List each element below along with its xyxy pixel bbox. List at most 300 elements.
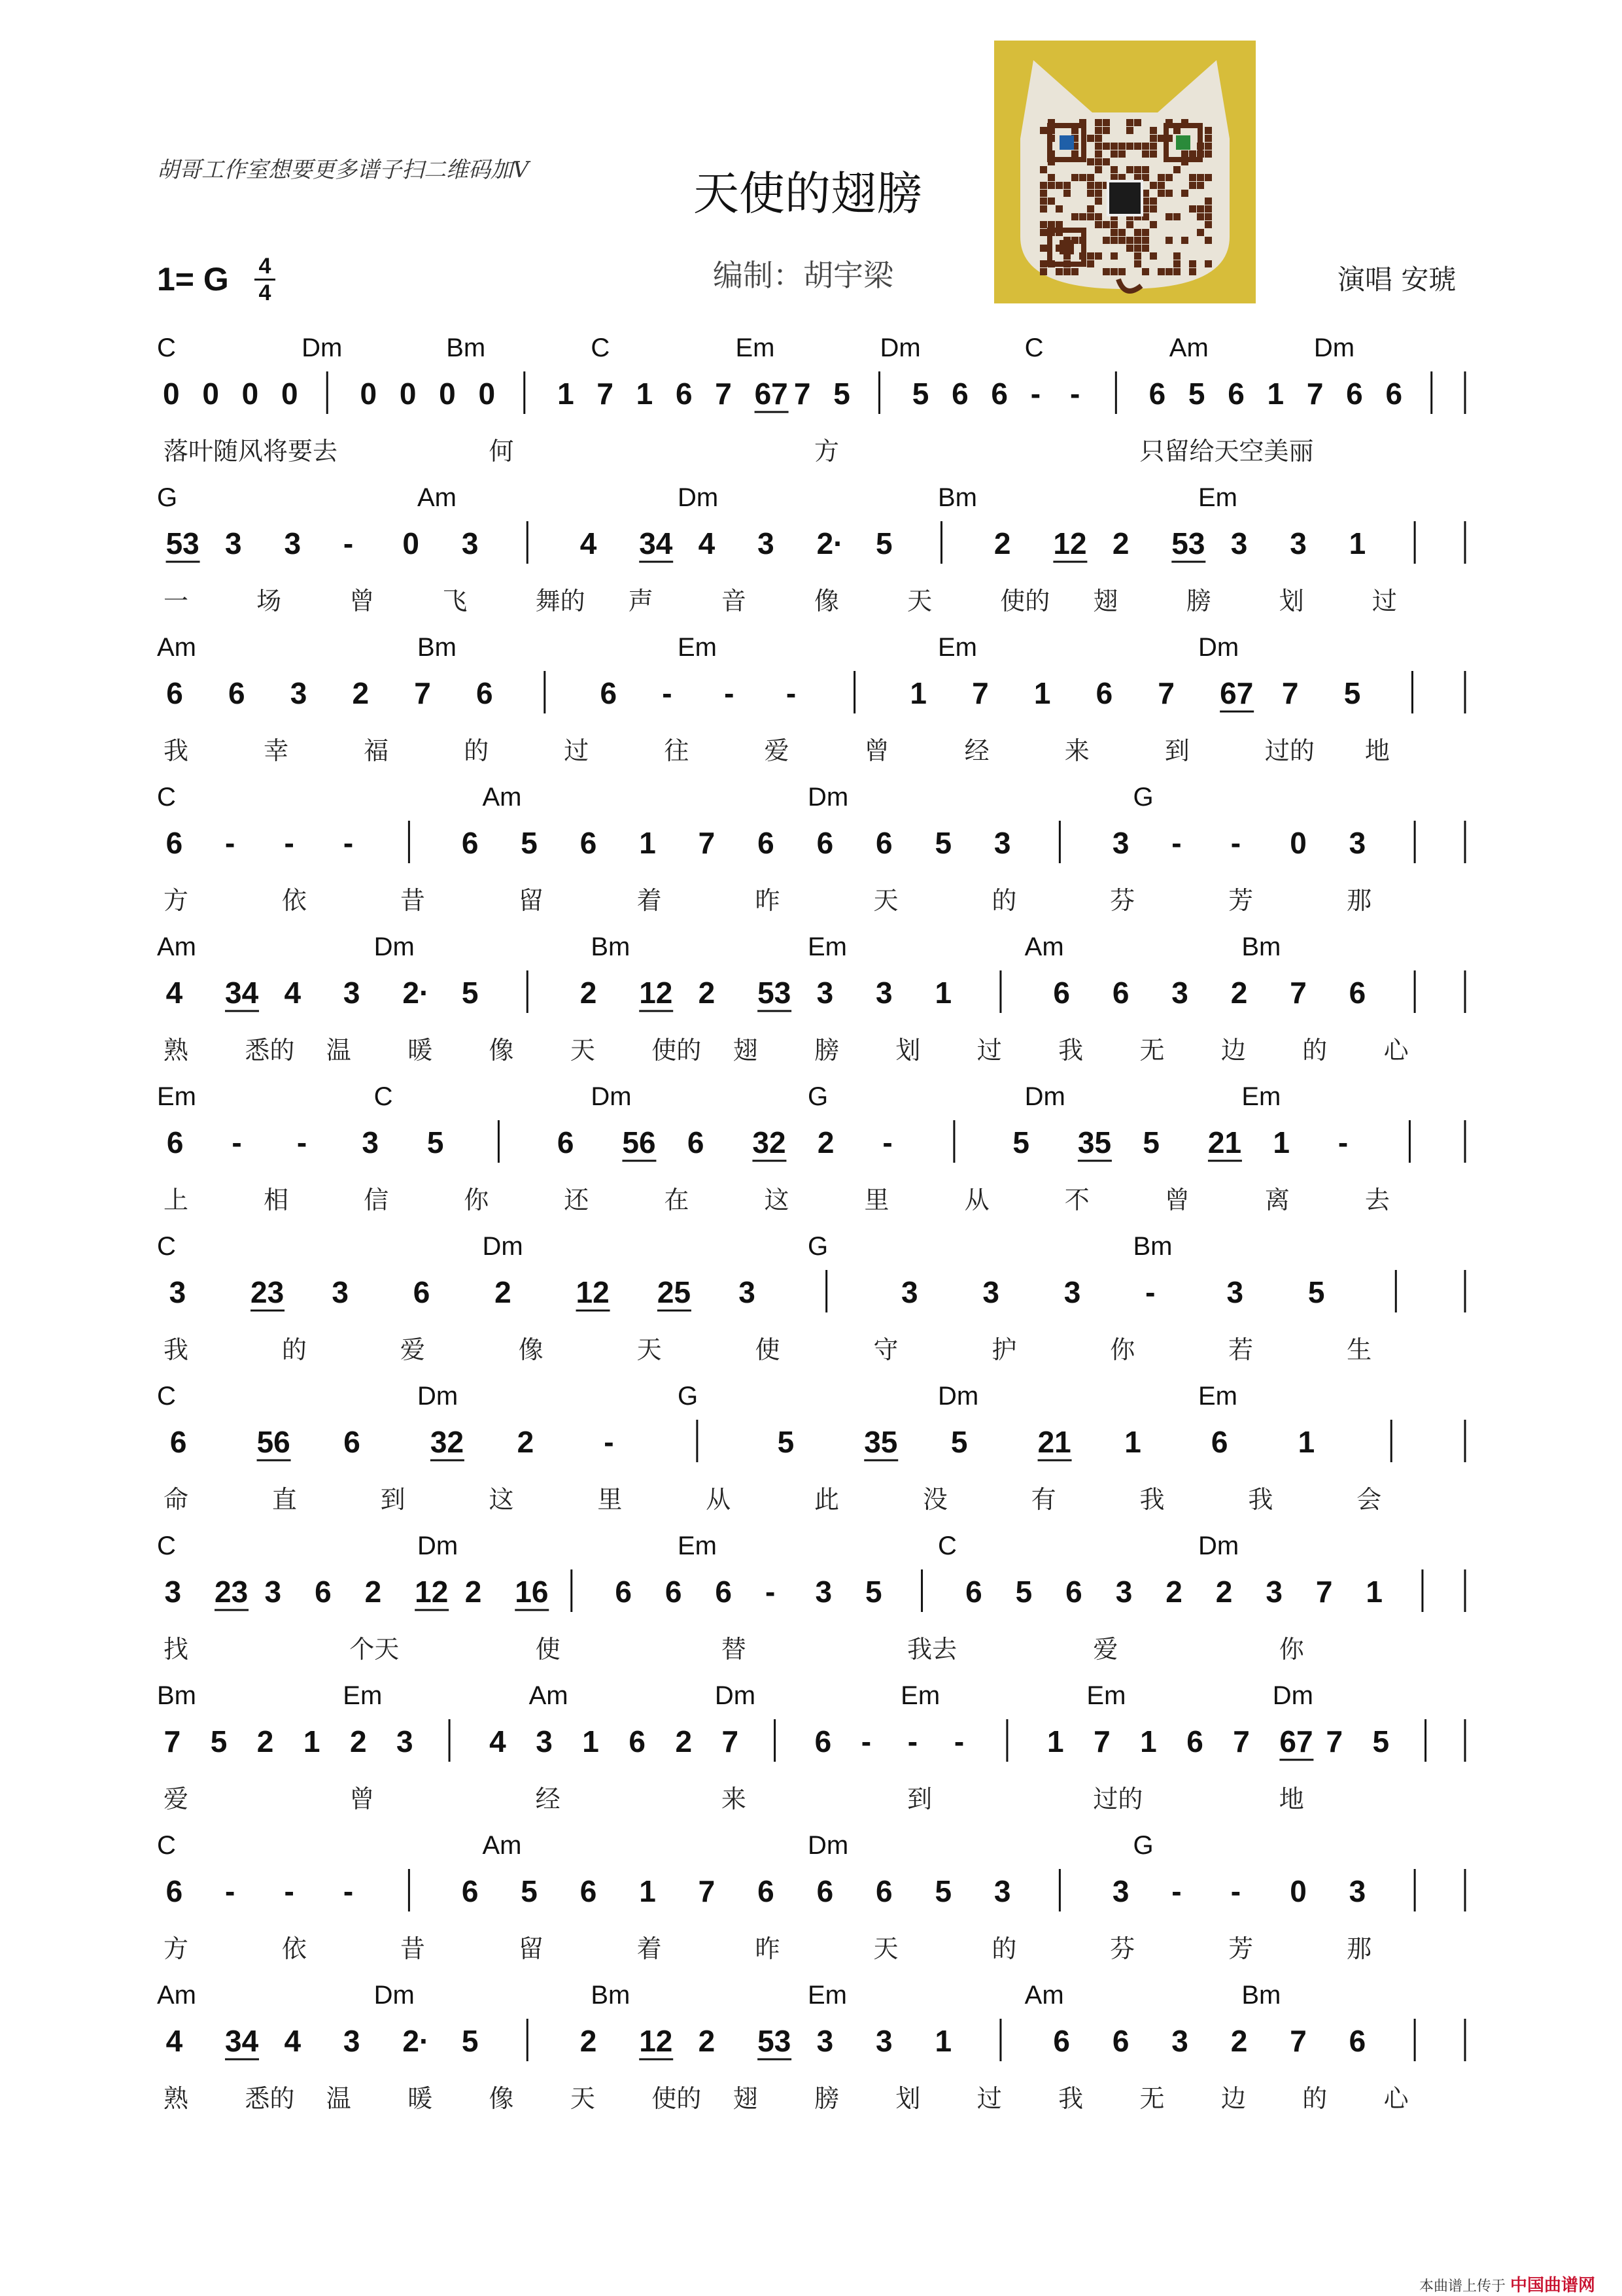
note: - <box>882 1125 893 1159</box>
note: 6 <box>816 826 834 860</box>
lyric: 落叶随风将要去 <box>164 437 338 466</box>
note: 6 <box>1349 976 1366 1010</box>
note: 1 <box>639 1874 656 1908</box>
note: - <box>1230 826 1241 860</box>
chord-symbol: Am <box>1024 1981 1064 2010</box>
note: 5 <box>833 377 850 411</box>
lyric: 依 <box>281 1934 307 1963</box>
note: 6 <box>1065 1575 1082 1609</box>
note: 53 <box>757 976 791 1010</box>
chord-symbol: Em <box>1198 1382 1237 1411</box>
note: 0 <box>202 377 219 411</box>
note: 3 <box>1112 1874 1130 1908</box>
note: 3 <box>993 1874 1011 1908</box>
chord-symbol: Em <box>808 933 847 961</box>
chord-symbol: Bm <box>1241 1981 1281 2010</box>
note: 6 <box>664 1575 682 1609</box>
note: 6 <box>687 1125 704 1159</box>
lyric: 替 <box>721 1635 746 1664</box>
lyric: 芳 <box>1228 886 1254 915</box>
note: - <box>232 1125 242 1159</box>
note: 32 <box>752 1125 786 1159</box>
lyric: 昔 <box>400 1934 425 1963</box>
note: 2 <box>579 2024 597 2058</box>
note: 6 <box>965 1575 982 1609</box>
lyric: 着 <box>636 886 662 915</box>
lyric: 温 <box>326 1036 351 1065</box>
chord-symbol: C <box>938 1532 957 1560</box>
note: 6 <box>476 676 493 710</box>
lyric: 来 <box>721 1785 746 1813</box>
chord-symbol: Em <box>1241 1082 1281 1111</box>
note: 6 <box>629 1724 646 1758</box>
lyric: 这 <box>764 1186 789 1214</box>
note: 7 <box>793 377 811 411</box>
chord-symbol: Am <box>157 933 196 961</box>
note: 6 <box>165 826 183 860</box>
note: - <box>1171 1874 1182 1908</box>
lyric: 只留给天空美丽 <box>1139 437 1314 466</box>
lyric: 我 <box>1058 1036 1084 1065</box>
lyric: 这 <box>489 1485 514 1514</box>
lyric: 暖 <box>407 1036 433 1065</box>
note: 5 <box>461 2024 479 2058</box>
chord-symbol: Dm <box>938 1382 979 1411</box>
lyric: 地 <box>1279 1785 1304 1813</box>
lyric: 我 <box>1058 2084 1084 2113</box>
note: 6 <box>991 377 1009 411</box>
lyric: 心 <box>1383 2084 1409 2113</box>
lyric: 的 <box>464 736 489 765</box>
lyric: 爱 <box>400 1335 425 1364</box>
lyric: 守 <box>873 1335 899 1364</box>
chord-symbol: G <box>1133 1831 1154 1860</box>
chord-symbol: Em <box>1198 483 1237 512</box>
note: 0 <box>163 377 180 411</box>
note: 1 <box>1366 1575 1383 1609</box>
lyric: 场 <box>256 587 282 615</box>
note: 56 <box>622 1125 656 1159</box>
note: 6 <box>876 1874 893 1908</box>
note: 1 <box>935 976 952 1010</box>
chord-symbol: Dm <box>808 783 849 812</box>
note: 2· <box>402 2024 430 2058</box>
note: 3 <box>738 1275 755 1309</box>
note: 7 <box>1281 676 1299 710</box>
chord-symbol: Dm <box>302 334 343 362</box>
chord-symbol: Em <box>901 1681 940 1710</box>
lyric: 依 <box>281 886 307 915</box>
lyric: 曾 <box>349 1785 375 1813</box>
note: 0 <box>360 377 377 411</box>
studio-note: 胡哥工作室想要更多谱子扫二维码加V <box>157 157 529 183</box>
lyric: 过 <box>976 2084 1002 2113</box>
note: - <box>1145 1275 1156 1309</box>
note: 7 <box>596 377 613 411</box>
note: 3 <box>164 1575 182 1609</box>
note: 2 <box>1230 976 1248 1010</box>
lyric: 舞的 <box>535 587 585 615</box>
note: 4 <box>284 2024 302 2058</box>
note: 5 <box>1307 1275 1325 1309</box>
note: 5 <box>935 1874 952 1908</box>
note: 6 <box>757 826 774 860</box>
lyric: 往 <box>664 736 689 765</box>
lyric: 到 <box>380 1485 406 1514</box>
note: 3 <box>757 526 774 560</box>
note: 23 <box>215 1575 249 1609</box>
note: 3 <box>1266 1575 1283 1609</box>
lyric: 我 <box>164 736 189 765</box>
chord-symbol: Dm <box>714 1681 756 1710</box>
note: 1 <box>582 1724 599 1758</box>
note: - <box>1030 377 1041 411</box>
lyric: 我去 <box>907 1635 958 1664</box>
lyric: 命 <box>164 1485 189 1514</box>
chord-symbol: Bm <box>1133 1232 1173 1261</box>
note: 21 <box>1037 1425 1071 1459</box>
note: 12 <box>576 1275 610 1309</box>
note: 3 <box>284 526 302 560</box>
song-title: 天使的翅膀 <box>693 167 922 220</box>
note: 6 <box>715 1575 732 1609</box>
chord-symbol: C <box>157 1232 176 1261</box>
note: 3 <box>396 1724 413 1758</box>
note: 5 <box>210 1724 228 1758</box>
note: 53 <box>165 526 199 560</box>
lyric: 方 <box>164 1934 189 1963</box>
lyric: 曾 <box>1164 1186 1190 1214</box>
note: 4 <box>165 976 183 1010</box>
note: 34 <box>225 2024 259 2058</box>
chord-symbol: Dm <box>1024 1082 1065 1111</box>
lyric: 的 <box>281 1335 307 1364</box>
note: 3 <box>982 1275 999 1309</box>
lyric: 使 <box>535 1635 561 1664</box>
lyric: 里 <box>597 1485 623 1514</box>
lyric: 天 <box>907 587 933 615</box>
note: 5 <box>777 1425 795 1459</box>
note: - <box>765 1575 776 1609</box>
note: 1 <box>1273 1125 1290 1159</box>
note: 2· <box>402 976 430 1010</box>
chord-symbol: Dm <box>417 1532 458 1560</box>
lyric: 天 <box>636 1335 662 1364</box>
note: - <box>343 526 354 560</box>
lyric: 一 <box>164 587 189 615</box>
lyric: 没 <box>922 1485 948 1514</box>
chord-symbol: Em <box>678 1532 717 1560</box>
note: 56 <box>256 1425 290 1459</box>
note: 4 <box>489 1724 506 1758</box>
note: 3 <box>1063 1275 1081 1309</box>
lyric: 像 <box>814 587 840 615</box>
lyric: 到 <box>907 1785 933 1813</box>
note: 2 <box>675 1724 693 1758</box>
lyric: 爱 <box>764 736 789 765</box>
note: 3 <box>1226 1275 1244 1309</box>
note: 3 <box>901 1275 918 1309</box>
note: 7 <box>164 1724 181 1758</box>
chord-symbol: C <box>591 334 610 362</box>
lyric: 会 <box>1356 1485 1382 1514</box>
note: 6 <box>1385 377 1403 411</box>
note: 7 <box>721 1724 739 1758</box>
note: 67 <box>1279 1724 1313 1758</box>
key-signature: 1= G <box>157 261 229 298</box>
note: 1 <box>1298 1425 1315 1459</box>
note: - <box>954 1724 965 1758</box>
lyric: 经 <box>964 736 990 765</box>
chord-symbol: Am <box>482 1831 522 1860</box>
note: - <box>1070 377 1080 411</box>
lyric: 有 <box>1031 1485 1056 1514</box>
lyric: 像 <box>518 1335 544 1364</box>
note: - <box>604 1425 614 1459</box>
note: - <box>284 1874 294 1908</box>
note: 2 <box>494 1275 511 1309</box>
note: 7 <box>1290 976 1307 1010</box>
lyric: 芬 <box>1110 1934 1135 1963</box>
note: 6 <box>1211 1425 1228 1459</box>
lyric: 昨 <box>755 886 780 915</box>
lyric: 过的 <box>1264 736 1315 765</box>
chord-symbol: G <box>678 1382 699 1411</box>
note: 3 <box>993 826 1011 860</box>
note: 35 <box>1077 1125 1112 1159</box>
note: 6 <box>675 377 693 411</box>
lyric: 我 <box>1248 1485 1273 1514</box>
lyric: 从 <box>706 1485 731 1514</box>
lyric: 划 <box>895 1036 921 1065</box>
note: 6 <box>600 676 617 710</box>
lyric: 划 <box>895 2084 921 2113</box>
note: 6 <box>169 1425 187 1459</box>
lyric: 方 <box>814 437 840 466</box>
lyric: 爱 <box>164 1785 189 1813</box>
lyric: 相 <box>264 1186 289 1214</box>
note: 5 <box>426 1125 444 1159</box>
lyric: 还 <box>564 1186 589 1214</box>
lyric: 那 <box>1347 886 1372 915</box>
note: 2 <box>579 976 597 1010</box>
note: 7 <box>698 1874 716 1908</box>
note: 12 <box>639 976 673 1010</box>
chord-symbol: C <box>157 334 176 362</box>
note: 3 <box>1349 826 1366 860</box>
note: 1 <box>557 377 574 411</box>
note: 0 <box>1290 826 1307 860</box>
note: - <box>785 676 797 710</box>
lyric: 何 <box>489 437 514 466</box>
note: 3 <box>290 676 307 710</box>
lyric: 到 <box>1164 736 1190 765</box>
note: 3 <box>169 1275 186 1309</box>
note: 0 <box>478 377 496 411</box>
note: 3 <box>876 976 893 1010</box>
note: 2 <box>817 1125 835 1159</box>
note: 4 <box>698 526 716 560</box>
note: 7 <box>414 676 431 710</box>
note: 6 <box>228 676 245 710</box>
note: 25 <box>657 1275 691 1309</box>
note: 6 <box>757 1874 774 1908</box>
lyric: 熟 <box>164 2084 189 2113</box>
note: 5 <box>1343 676 1361 710</box>
note: 0 <box>439 377 456 411</box>
note: 3 <box>343 2024 360 2058</box>
chord-symbol: C <box>157 1382 176 1411</box>
lyric: 音 <box>721 587 746 615</box>
chord-symbol: Dm <box>482 1232 523 1261</box>
lyric: 爱 <box>1093 1635 1118 1664</box>
lyric: 膀 <box>814 1036 840 1065</box>
note: 3 <box>1112 826 1130 860</box>
note: - <box>343 826 354 860</box>
note: 6 <box>166 676 183 710</box>
note: 0 <box>241 377 259 411</box>
chord-symbol: Bm <box>446 334 486 362</box>
lyric: 划 <box>1279 587 1304 615</box>
note: 3 <box>1230 526 1248 560</box>
note: 7 <box>1326 1724 1343 1758</box>
note: - <box>284 826 294 860</box>
note: 2 <box>1165 1575 1182 1609</box>
chord-symbol: G <box>808 1232 829 1261</box>
note: 6 <box>1346 377 1363 411</box>
lyric: 地 <box>1364 736 1390 765</box>
footer-prefix: 本曲谱上传于 <box>1419 2278 1506 2295</box>
lyric: 边 <box>1220 2084 1246 2113</box>
note: 6 <box>461 826 479 860</box>
note: 2 <box>1215 1575 1233 1609</box>
note: 5 <box>461 976 479 1010</box>
lyric: 天 <box>873 1934 899 1963</box>
lyric: 飞 <box>442 587 468 615</box>
chord-symbol: Dm <box>373 933 415 961</box>
note: 7 <box>698 826 716 860</box>
lyric: 经 <box>535 1785 561 1813</box>
lyric: 幸 <box>264 736 289 765</box>
lyric: 芳 <box>1228 1934 1254 1963</box>
chord-symbol: Dm <box>417 1382 458 1411</box>
chord-symbol: Bm <box>1241 933 1281 961</box>
lyric: 在 <box>664 1186 689 1214</box>
note: 3 <box>362 1125 379 1159</box>
lyric: 声 <box>628 587 653 615</box>
note: 7 <box>1290 2024 1307 2058</box>
chord-symbol: Am <box>157 1981 196 2010</box>
chord-symbol: C <box>157 783 176 812</box>
lyric: 芬 <box>1110 886 1135 915</box>
time-signature-bottom: 4 <box>258 281 271 305</box>
lyric: 膀 <box>1186 587 1211 615</box>
note: 5 <box>865 1575 882 1609</box>
note: 3 <box>332 1275 349 1309</box>
note: - <box>343 1874 354 1908</box>
note: 0 <box>281 377 298 411</box>
chord-symbol: Am <box>482 783 522 812</box>
note: 1 <box>1349 526 1366 560</box>
lyric: 暖 <box>407 2084 433 2113</box>
lyric: 信 <box>364 1186 389 1214</box>
lyric: 过的 <box>1093 1785 1143 1813</box>
note: 2 <box>364 1575 382 1609</box>
chord-symbol: Dm <box>1198 1532 1239 1560</box>
note: 6 <box>1349 2024 1366 2058</box>
chord-symbol: Em <box>735 334 775 362</box>
note: 2 <box>256 1724 274 1758</box>
note: 3 <box>1115 1575 1133 1609</box>
lyric: 使 <box>755 1335 780 1364</box>
lyric: 曾 <box>864 736 889 765</box>
note: 7 <box>1306 377 1324 411</box>
lyric: 天 <box>873 886 899 915</box>
lyric: 个天 <box>349 1635 400 1664</box>
note: 4 <box>284 976 302 1010</box>
chord-symbol: Dm <box>373 1981 415 2010</box>
note: 1 <box>1267 377 1285 411</box>
chord-symbol: Em <box>1086 1681 1126 1710</box>
chord-symbol: Em <box>157 1082 196 1111</box>
note: 35 <box>864 1425 898 1459</box>
note: 6 <box>315 1575 332 1609</box>
note: 5 <box>876 526 893 560</box>
lyric: 直 <box>271 1485 297 1514</box>
chord-symbol: Dm <box>591 1082 632 1111</box>
note: 6 <box>579 1874 597 1908</box>
note: 7 <box>1315 1575 1333 1609</box>
note: 7 <box>715 377 732 411</box>
lyric: 方 <box>164 886 189 915</box>
note: 2 <box>349 1724 367 1758</box>
lyric: 从 <box>964 1186 990 1214</box>
chord-symbol: Bm <box>591 1981 630 2010</box>
lyric: 过 <box>1372 587 1397 615</box>
note: 4 <box>579 526 597 560</box>
lyric: 着 <box>636 1934 662 1963</box>
lyric: 生 <box>1347 1335 1372 1364</box>
note: 0 <box>402 526 419 560</box>
lyric: 昨 <box>755 1934 780 1963</box>
lyric: 翅 <box>733 1036 758 1065</box>
note: 6 <box>166 1125 184 1159</box>
note: 6 <box>952 377 969 411</box>
note: 6 <box>579 826 597 860</box>
note: 2 <box>1112 526 1130 560</box>
lyric: 若 <box>1228 1335 1254 1364</box>
note: 5 <box>521 826 538 860</box>
note: 12 <box>1053 526 1087 560</box>
lyric: 悉的 <box>245 2084 295 2113</box>
note: 3 <box>343 976 360 1010</box>
lyric: 上 <box>164 1186 189 1214</box>
lyric: 去 <box>1364 1186 1390 1214</box>
note: 2· <box>816 526 844 560</box>
note: 1 <box>1140 1724 1157 1758</box>
chord-symbol: C <box>373 1082 393 1111</box>
chord-symbol: Bm <box>938 483 977 512</box>
note: 1 <box>636 377 653 411</box>
chord-symbol: G <box>1133 783 1154 812</box>
lyric: 的 <box>1302 2084 1328 2113</box>
note: 3 <box>225 526 242 560</box>
chord-symbol: C <box>157 1532 176 1560</box>
note: 3 <box>264 1575 282 1609</box>
note: - <box>225 826 235 860</box>
note: 21 <box>1207 1125 1242 1159</box>
note: 2 <box>517 1425 534 1459</box>
